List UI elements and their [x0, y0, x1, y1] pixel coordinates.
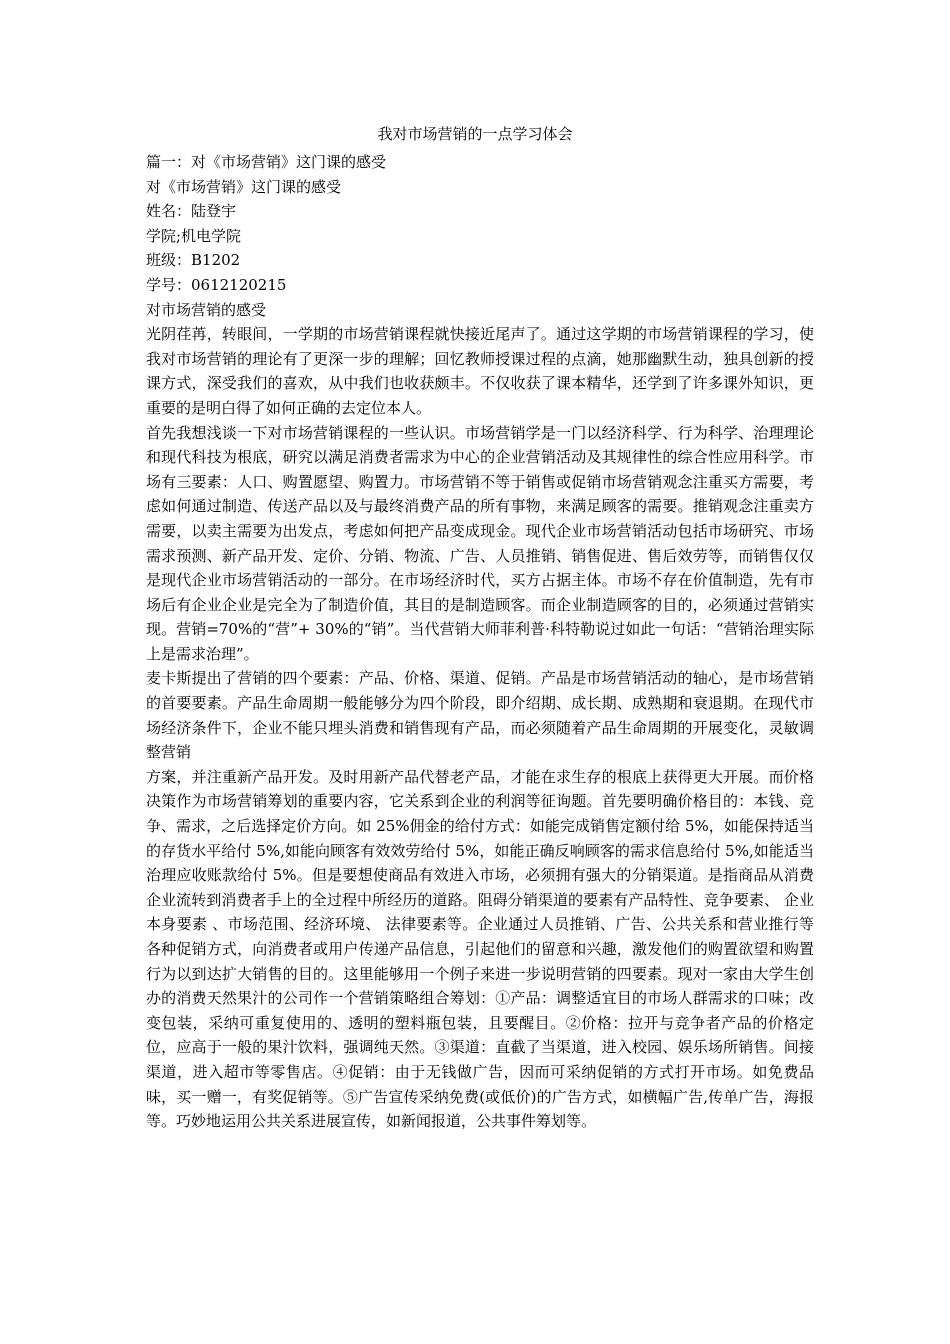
course-title: 对《市场营销》这门课的感受 — [146, 177, 342, 196]
section-heading: 篇一：对《市场营销》这门课的感受 — [146, 153, 387, 171]
paragraph-four-elements: 麦卡斯提出了营销的四个要素：产品、价格、渠道、促销。产品是市场营销活动的轴心，是市场营销的首要要素。产品生命周期一般能够分为四个阶段，即介绍期、成长期、成熟期和衰退期。在现代市场经济条件下，企业不能只埋头消费和销售现有产品，而必须随着产品生命周期的开展变化，灵敏调整营销 — [146, 669, 814, 762]
student-id: 学号：0612120215 — [146, 275, 287, 294]
paragraph-intro: 光阴荏苒，转眼间，一学期的市场营销课程就快接近尾声了。通过这学期的市场营销课程的学习，使我对市场营销的理论有了更深一步的理解；回忆教师授课过程的点滴，她那幽默生动，独具创新的授课方式，深受我们的喜欢，从中我们也收获颇丰。不仅收获了课本精华，还学到了许多课外知识，更重要的是明白得了如何正确的去定位本人。 — [146, 325, 814, 417]
student-name: 姓名：陆登宇 — [146, 202, 237, 221]
document-title: 我对市场营销的一点学习体会 — [377, 125, 573, 143]
essay-subtitle: 对市场营销的感受 — [146, 300, 267, 319]
paragraph-understanding: 首先我想浅谈一下对市场营销课程的一些认识。市场营销学是一门以经济科学、行为科学、治理理论和现代科技为根底，研究以满足消费者需求为中心的企业营销活动及其规律性的综合性应用科学。市场有三要素：人口、购置愿望、购置力。市场营销不等于销售或促销市场营销观念注重买方需要，考虑如何通过制造、传送产品以及与最终消费产品的所有事物，来满足顾客的需要。推销观念注重卖方需要，以卖主需要为出发点，考虑如何把产品变成现金。现代企业市场营销活动包括市场研究、市场需求预测、新产品开发、定价、分销、物流、广告、人员推销、销售促进、售后效劳等，而销售仅仅是现代企业市场营销活动的一部分。在市场经济时代，买方占据主体。市场不存在价值制造，先有市场后有企业企业是完全为了制造价值，其目的是制造顾客。而企业制造顾客的目的，必须通过营销实现。营销=70%的“营”+ 30%的“销”。当代营销大师菲利普·科特勒说过如此一句话：“营销治理实际上是需求治理”。 — [146, 423, 814, 663]
student-class: 班级：B1202 — [146, 251, 241, 270]
student-college: 学院;机电学院 — [146, 226, 242, 245]
document-body — [146, 150, 814, 1134]
paragraph-example: 方案，并注重新产品开发。及时用新产品代替老产品，才能在求生存的根底上获得更大开展。而价格决策作为市场营销筹划的重要内容，它关系到企业的利润等征询题。首先要明确价格目的：本钱、竞争、需求，之后选择定价方向。如 25%佣金的给付方式：如能完成销售定额付给 5%，如能保持适当的存货水平给付 5%,如能向顾客有效效劳给付 5%，如能正确反响顾客的需求信息给付 5%,如能适当治理应收账款给付 5%。但是要想使商品有效进入市场，必须拥有强大的分销渠道。是指商品从消费企业流转到消费者手上的全过程中所经历的道路。阻碍分销渠道的要素有产品特性、竞争要素、 企业本身要素 、市场范围、经济环境、 法律要素等。企业通过人员推销、广告、公共关系和营业推行等各种促销方式，向消费者或用户传递产品信息，引起他们的留意和兴趣，激发他们的购置欲望和购置行为以到达扩大销售的目的。这里能够用一个例子来进一步说明营销的四要素。现对一家由大学生创办的消费天然果汁的公司作一个营销策略组合筹划：①产品：调整适宜目的市场人群需求的口味；改变包装，采纳可重复使用的、透明的塑料瓶包装，且要醒目。②价格：拉开与竞争者产品的价格定位，应高于一般的果汁饮料，强调纯天然。③渠道：直截了当渠道，进入校园、娱乐场所销售。间接渠道，进入超市等零售店。④促销：由于无钱做广告，因而可采纳促销的方式打开市场。如免费品味，买一赠一，有奖促销等。⑤广告宣传采纳免费(或低价)的广告方式，如横幅广告,传单广告，海报等。巧妙地运用公共关系进展宣传，如新闻报道，公共事件筹划等。 — [146, 767, 814, 1131]
